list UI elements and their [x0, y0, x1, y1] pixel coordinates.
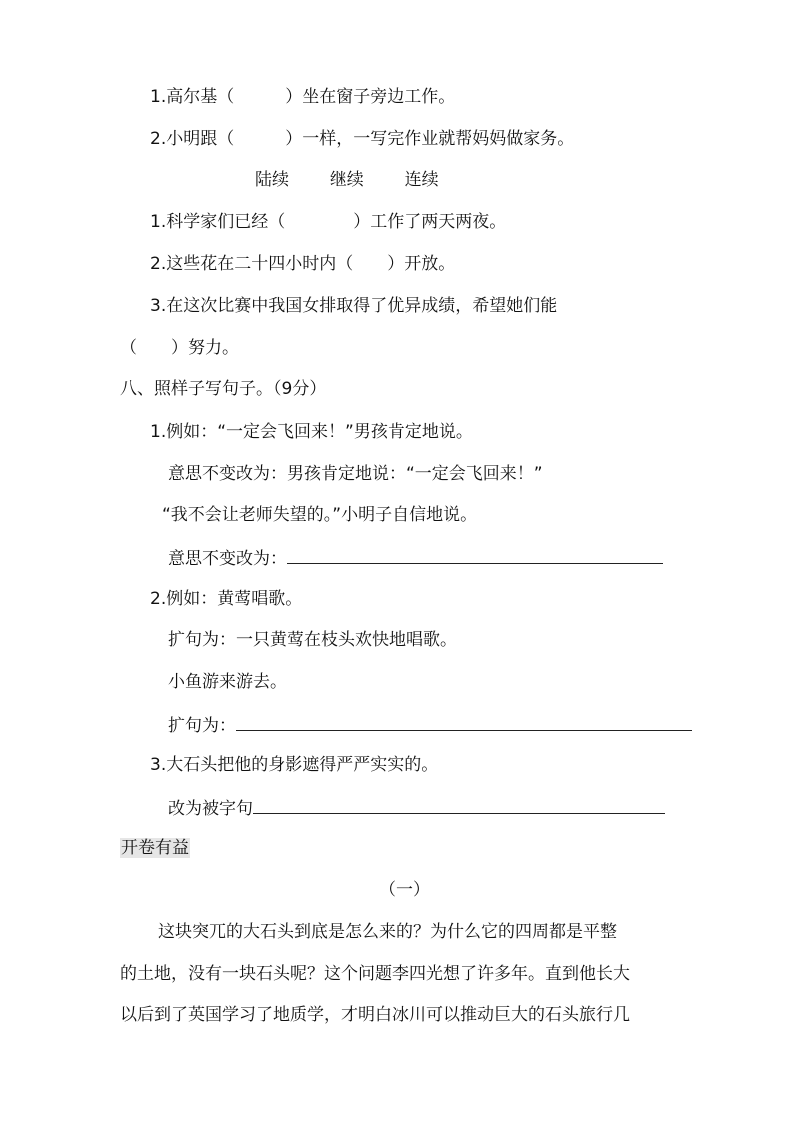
- ex1-prompt: 意思不变改为：: [168, 549, 287, 569]
- line-q5b: （ ）努力。: [120, 338, 239, 358]
- paragraph-line: 的土地，没有一块石头呢？这个问题李四光想了许多年。直到他长大: [120, 964, 630, 984]
- answer-blank[interactable]: [287, 545, 663, 564]
- line-q4: 2.这些花在二十四小时内（ ）开放。: [150, 254, 456, 274]
- ex1-example: 1.例如：“一定会飞回来！”男孩肯定地说。: [150, 422, 473, 442]
- paragraph-line: 以后到了英国学习了地质学，才明白冰川可以推动巨大的石头旅行几: [120, 1005, 630, 1025]
- ex2-example: 2.例如：黄莺唱歌。: [150, 589, 303, 609]
- ex1-task: “我不会让老师失望的。”小明子自信地说。: [162, 505, 478, 525]
- ex3-answer-line: [168, 795, 665, 821]
- ex3-task: 3.大石头把他的身影遮得严严实实的。: [150, 755, 439, 775]
- word-options: [255, 168, 439, 192]
- line-q1: 1.高尔基（ ）坐在窗子旁边工作。: [150, 87, 456, 107]
- ex1-answer-line: [168, 545, 663, 571]
- ex2-task: 小鱼游来游去。: [168, 672, 287, 692]
- reading-part-number: （一）: [379, 880, 430, 900]
- ex2-expanded: 扩句为：一只黄莺在枝头欢快地唱歌。: [168, 630, 457, 650]
- paragraph-line: 这块突兀的大石头到底是怎么来的？为什么它的四周都是平整: [158, 922, 617, 942]
- line-q3: 1.科学家们已经（ ）工作了两天两夜。: [150, 212, 507, 232]
- section-8-heading: 八、照样子写句子。（9分）: [120, 379, 327, 399]
- ex2-answer-line: [168, 712, 692, 738]
- word-option: 陆续: [255, 170, 289, 190]
- reading-title-text: 开卷有益: [121, 838, 189, 858]
- answer-blank[interactable]: [236, 712, 692, 731]
- ex3-prompt: 改为被字句: [168, 799, 253, 819]
- word-option: 连续: [404, 170, 439, 190]
- line-q2: 2.小明跟（ ）一样，一写完作业就帮妈妈做家务。: [150, 129, 575, 149]
- reading-title: [120, 836, 190, 860]
- ex1-converted: 意思不变改为：男孩肯定地说：“一定会飞回来！”: [168, 464, 543, 484]
- word-option: 继续: [329, 170, 364, 190]
- answer-blank[interactable]: [253, 795, 665, 814]
- line-q5a: 3.在这次比赛中我国女排取得了优异成绩，希望她们能: [150, 296, 558, 316]
- ex2-prompt: 扩句为：: [168, 716, 236, 736]
